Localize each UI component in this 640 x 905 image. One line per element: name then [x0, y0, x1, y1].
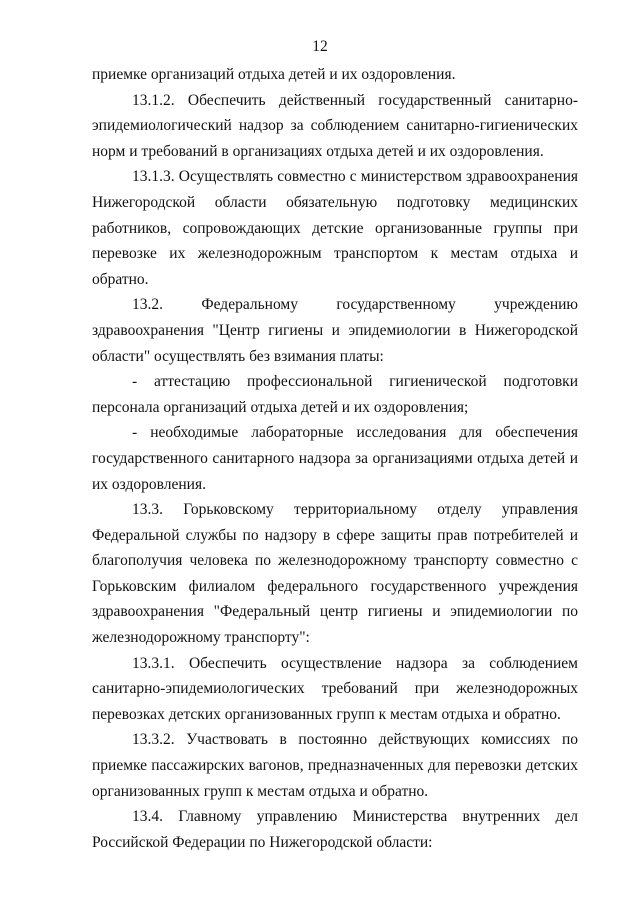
paragraph-13-3-2: 13.3.2. Участвовать в постоянно действующих комиссиях по приемке пассажирских вагонов, предназначенных для перевозки детских организованных групп к местам отдыха и обратно. — [92, 731, 578, 800]
paragraph-13-1-2: 13.1.2. Обеспечить действенный государственный санитарно-эпидемиологический надзор за соблюдением санитарно-гигиенических норм и требований в организациях отдыха детей и их оздоровления. — [92, 91, 578, 160]
paragraph-13-1-3: 13.1.3. Осуществлять совместно с министерством здравоохранения Нижегородской области обязательную подготовку медицинских работников, сопровождающих детские организованные группы при перевозке их железнодорожным транспортом к местам отдыха и обратно. — [92, 168, 578, 288]
paragraph-13-3: 13.3. Горьковскому территориальному отделу управления Федеральной службы по надзору в сфере защиты прав потребителей и благополучия человека по железнодорожному транспорту совместно с Горьковским филиалом федерального государственного учреждения здравоохранения "Федеральный центр гигиены и эпидемиологии по железнодорожному транспорту": — [92, 501, 578, 647]
paragraph-13-2: 13.2. Федеральному государственному учреждению здравоохранения "Центр гигиены и эпидемиологии в Нижегородской области" осуществлять без взимания платы: — [92, 296, 578, 365]
paragraph-continuation: приемке организаций отдыха детей и их оздоровления. — [92, 66, 456, 83]
document-body — [92, 62, 578, 855]
paragraph-13-2-item-attestation: - аттестацию профессиональной гигиенической подготовки персонала организаций отдыха детей и их оздоровления; — [92, 373, 578, 416]
page-number: 12 — [312, 38, 328, 55]
paragraph-13-2-item-lab-research: - необходимые лабораторные исследования для обеспечения государственного санитарного надзора за организациями отдыха детей и их оздоровления. — [92, 424, 578, 493]
paragraph-13-4: 13.4. Главному управлению Министерства внутренних дел Российской Федерации по Нижегородской области: — [92, 808, 578, 851]
paragraph-13-3-1: 13.3.1. Обеспечить осуществление надзора за соблюдением санитарно-эпидемиологических требований при железнодорожных перевозках детских организованных групп к местам отдыха и обратно. — [92, 654, 578, 723]
